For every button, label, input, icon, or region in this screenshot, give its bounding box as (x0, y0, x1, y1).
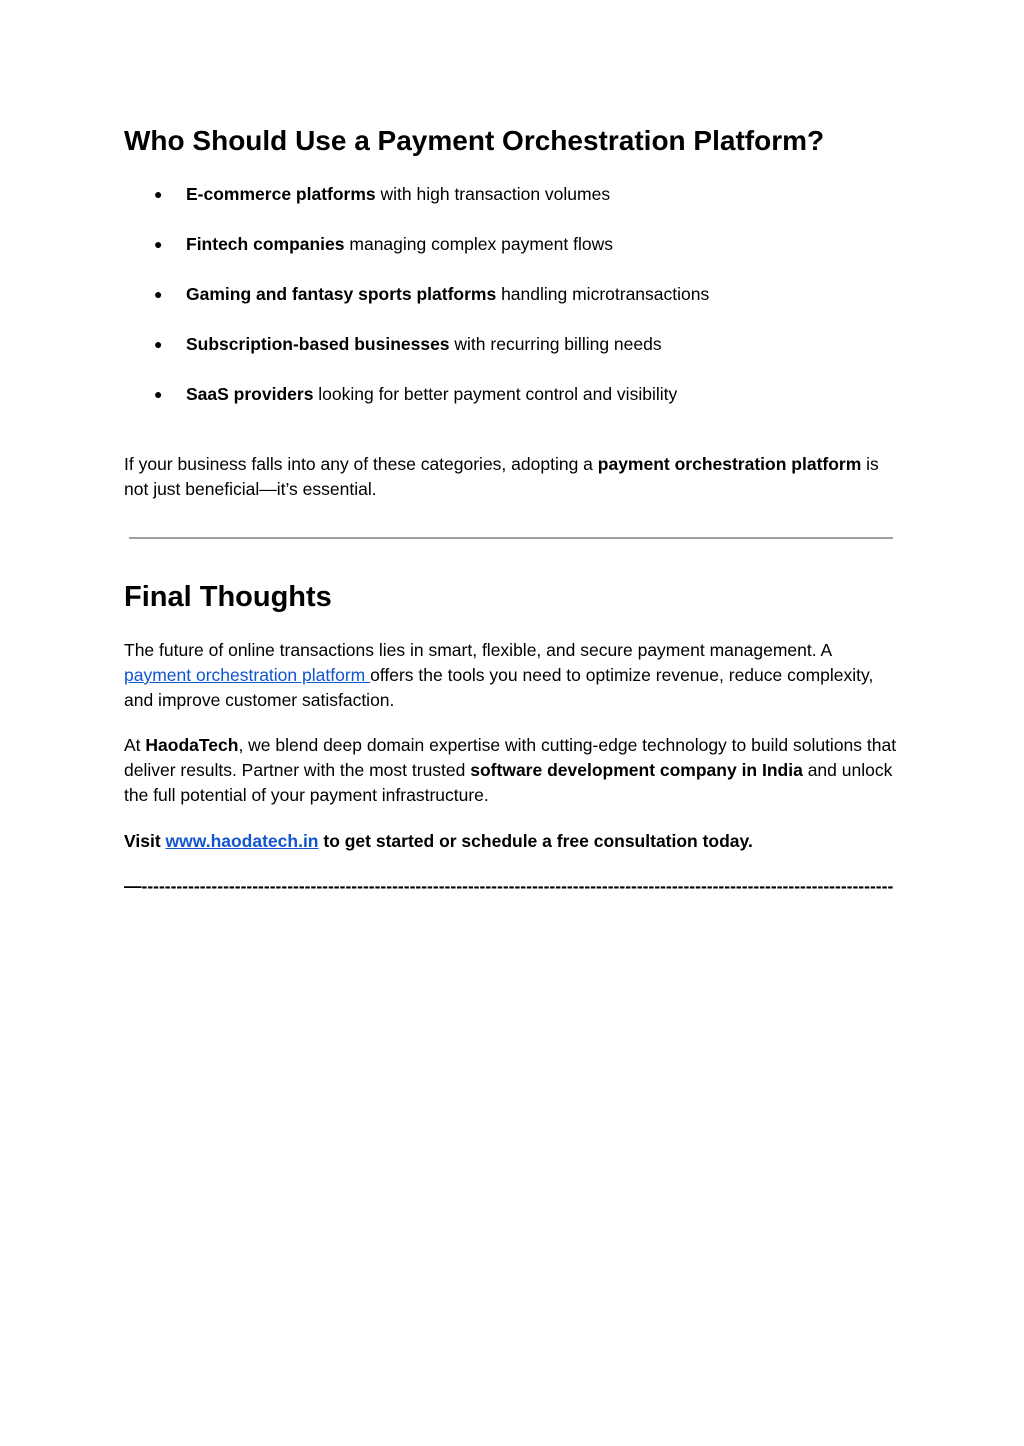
paragraph-text: , we blend deep domain expertise with cutting-edge technology to build solutions that deliver results. Partner with the most trusted (124, 735, 897, 780)
bullet-icon: ● (154, 336, 163, 352)
list-item-text: managing complex payment flows (344, 234, 613, 254)
list-item-text: with high transaction volumes (375, 184, 611, 204)
horizontal-divider (129, 537, 893, 539)
haodatech-website-link[interactable]: www.haodatech.in (165, 831, 319, 851)
closing-paragraph (124, 452, 900, 502)
paragraph-text: and unlock the full potential of your payment infrastructure. (124, 760, 893, 805)
paragraph-text: The future of online transactions lies in smart, flexible, and secure payment management. A (124, 640, 832, 660)
paragraph-text: Visit (124, 831, 166, 851)
haodatech-paragraph (124, 733, 900, 808)
dashed-separator: —--------------------------------------------------------------------------------------------------------------------------------- (124, 876, 894, 896)
paragraph-text: At (124, 735, 146, 755)
list-item-bold: E-commerce platforms (186, 184, 376, 204)
audience-list (124, 181, 709, 431)
list-item (124, 331, 709, 381)
bullet-icon: ● (154, 286, 163, 302)
list-item (124, 381, 709, 431)
paragraph-text: If your business falls into any of these categories, adopting a (124, 454, 598, 474)
list-item (124, 181, 709, 231)
paragraph-text: to get started or schedule a free consultation today. (318, 831, 753, 851)
paragraph-bold: payment orchestration platform (597, 454, 862, 474)
bullet-icon: ● (154, 236, 163, 252)
bullet-icon: ● (154, 186, 163, 202)
list-item-text: with recurring billing needs (449, 334, 662, 354)
visit-paragraph (124, 829, 900, 854)
section-heading-final-thoughts: Final Thoughts (124, 581, 332, 613)
payment-orchestration-link[interactable]: payment orchestration platform (124, 665, 371, 685)
list-item-bold: Gaming and fantasy sports platforms (186, 284, 497, 304)
company-name: HaodaTech (145, 735, 239, 755)
paragraph-bold: software development company in India (470, 760, 803, 780)
list-item-text: looking for better payment control and visibility (313, 384, 678, 404)
list-item (124, 231, 709, 281)
bullet-icon: ● (154, 386, 163, 402)
paragraph-text: offers the tools you need to optimize revenue, reduce complexity, and improve customer satisfaction. (124, 665, 874, 710)
paragraph-text: is not just beneficial—it’s essential. (124, 454, 879, 499)
list-item-bold: SaaS providers (186, 384, 314, 404)
section-heading-who-should-use: Who Should Use a Payment Orchestration Platform? (124, 125, 825, 156)
list-item-bold: Subscription-based businesses (186, 334, 450, 354)
list-item (124, 281, 709, 331)
list-item-bold: Fintech companies (186, 234, 345, 254)
future-paragraph (124, 638, 900, 713)
list-item-text: handling microtransactions (496, 284, 710, 304)
